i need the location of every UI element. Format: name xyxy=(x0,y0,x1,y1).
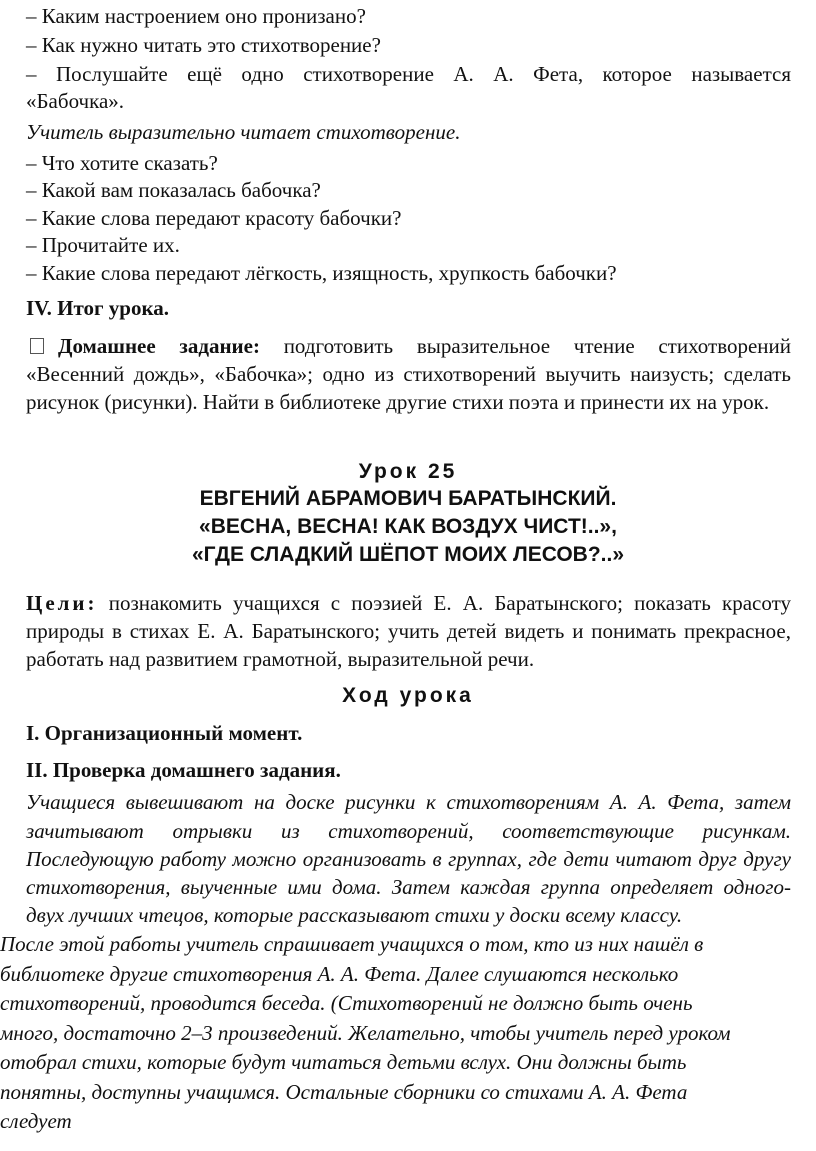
homework-line: «Весенний дождь», «Бабочка»; одно из стихотворений выучить наизусть; сделать xyxy=(26,362,791,386)
paragraph-line: отобрал стихи, которые будут читаться детьми вслух. Они должны быть xyxy=(0,1050,687,1074)
paragraph-line: Учащиеся вывешивают на доске рисунки к стихотворениям А. А. Фета, затем xyxy=(26,790,791,814)
homework-line xyxy=(26,333,791,359)
lesson-number: Урок 25 xyxy=(358,460,458,483)
homework-line: рисунок (рисунки). Найти в библиотеке другие стихи поэта и принести их на урок. xyxy=(26,390,770,414)
goals-text: познакомить учащихся с поэзией Е. А. Баратынского; показать красоту xyxy=(108,591,792,615)
lesson-title: ЕВГЕНИЙ АБРАМОВИЧ БАРАТЫНСКИЙ. xyxy=(199,487,617,510)
goals-line xyxy=(26,590,791,616)
question-line: – Прочитайте их. xyxy=(26,233,180,257)
listen-line: – Послушайте ещё одно стихотворение А. А. Фета, которое называется xyxy=(26,62,791,86)
question-line: – Какой вам показалась бабочка? xyxy=(26,178,321,202)
listen-line-end: «Бабочка». xyxy=(26,89,125,113)
course-heading: Ход урока xyxy=(342,684,474,707)
question-line: – Как нужно читать это стихотворение? xyxy=(26,33,381,57)
goals-label: Цели: xyxy=(26,591,98,615)
section-heading: I. Организационный момент. xyxy=(26,721,303,745)
paragraph-line: следует xyxy=(0,1109,72,1133)
paragraph-line: зачитывают отрывки из стихотворений, соответствующие рисункам. xyxy=(26,819,791,843)
paragraph-line: понятны, доступны учащимся. Остальные сборники со стихами А. А. Фета xyxy=(0,1080,688,1104)
checkbox-icon xyxy=(30,338,44,354)
homework-text: подготовить выразительное чтение стихотворений xyxy=(283,334,791,358)
question-line: – Какие слова передают лёгкость, изящность, хрупкость бабочки? xyxy=(26,261,617,285)
summary-heading: IV. Итог урока. xyxy=(26,296,170,320)
question-line: – Какие слова передают красоту бабочки? xyxy=(26,206,402,230)
paragraph-line: стихотворений, проводится беседа. (Стихотворений не должно быть очень xyxy=(0,991,693,1015)
paragraph-line: Последующую работу можно организовать в группах, где дети читают друг другу xyxy=(26,847,791,871)
lesson-title: «ГДЕ СЛАДКИЙ ШЁПОТ МОИХ ЛЕСОВ?..» xyxy=(191,543,625,566)
section-heading: II. Проверка домашнего задания. xyxy=(26,758,341,782)
paragraph-line: много, достаточно 2–3 произведений. Желательно, чтобы учитель перед уроком xyxy=(0,1021,731,1045)
paragraph-line: библиотеке другие стихотворения А. А. Фета. Далее слушаются несколько xyxy=(0,962,679,986)
paragraph-line: двух лучших чтецов, которые рассказывают стихи у доски всему классу. xyxy=(26,903,683,927)
goals-line: природы в стихах Е. А. Баратынского; учить детей видеть и понимать прекрасное, xyxy=(26,619,791,643)
paragraph-line: После этой работы учитель спрашивает учащихся о том, кто из них нашёл в xyxy=(0,932,704,956)
homework-label: Домашнее задание: xyxy=(58,334,260,358)
paragraph-line: стихотворения, выученные ими дома. Затем каждая группа определяет одного- xyxy=(26,875,791,899)
question-line: – Что хотите сказать? xyxy=(26,151,218,175)
lesson-title: «ВЕСНА, ВЕСНА! КАК ВОЗДУХ ЧИСТ!..», xyxy=(199,515,617,538)
teacher-reads-note: Учитель выразительно читает стихотворение. xyxy=(26,120,461,144)
goals-line: работать над развитием грамотной, выразительной речи. xyxy=(26,647,535,671)
question-line: – Каким настроением оно пронизано? xyxy=(26,4,366,28)
